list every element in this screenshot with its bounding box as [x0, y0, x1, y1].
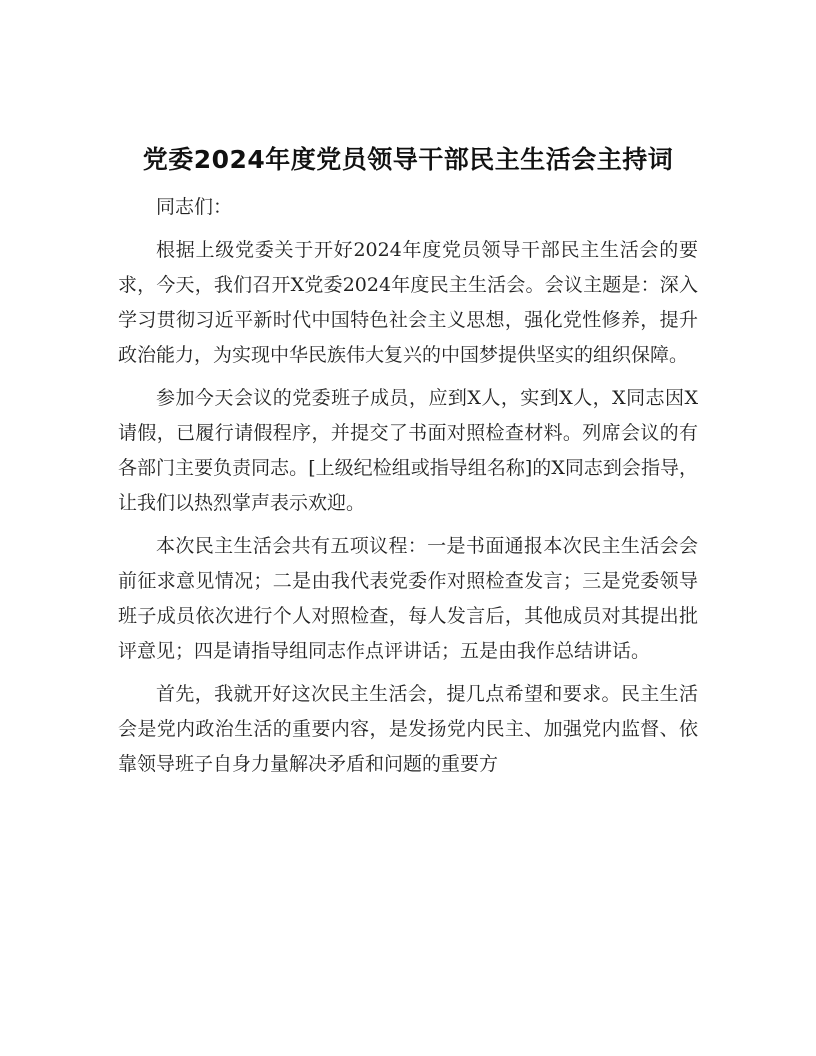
- paragraph-4: 首先，我就开好这次民主生活会，提几点希望和要求。民主生活会是党内政治生活的重要内容，是发扬党内民主、加强党内监督、依靠领导班子自身力量解决矛盾和问题的重要方: [118, 683, 698, 775]
- paragraph-1: 根据上级党委关于开好2024年度党员领导干部民主生活会的要求，今天，我们召开X党委2024年度民主生活会。会议主题是：深入学习贯彻习近平新时代中国特色社会主义思想，强化党性修养，提升政治能力，为实现中华民族伟大复兴的中国梦提供坚实的组织保障。: [118, 239, 698, 366]
- salutation: 同志们：: [156, 196, 233, 218]
- document-title: 党委2024年度党员领导干部民主生活会主持词: [142, 145, 674, 174]
- paragraph-2: 参加今天会议的党委班子成员，应到X人，实到X人，X同志因X请假，已履行请假程序，并提交了书面对照检查材料。列席会议的有各部门主要负责同志。[上级纪检组或指导组名称]的X同志到会指导，让我们以热烈掌声表示欢迎。: [118, 387, 698, 514]
- document-body: [118, 190, 698, 790]
- paragraph-3: 本次民主生活会共有五项议程：一是书面通报本次民主生活会会前征求意见情况；二是由我代表党委作对照检查发言；三是党委领导班子成员依次进行个人对照检查，每人发言后，其他成员对其提出批评意见；四是请指导组同志作点评讲话；五是由我作总结讲话。: [118, 535, 698, 662]
